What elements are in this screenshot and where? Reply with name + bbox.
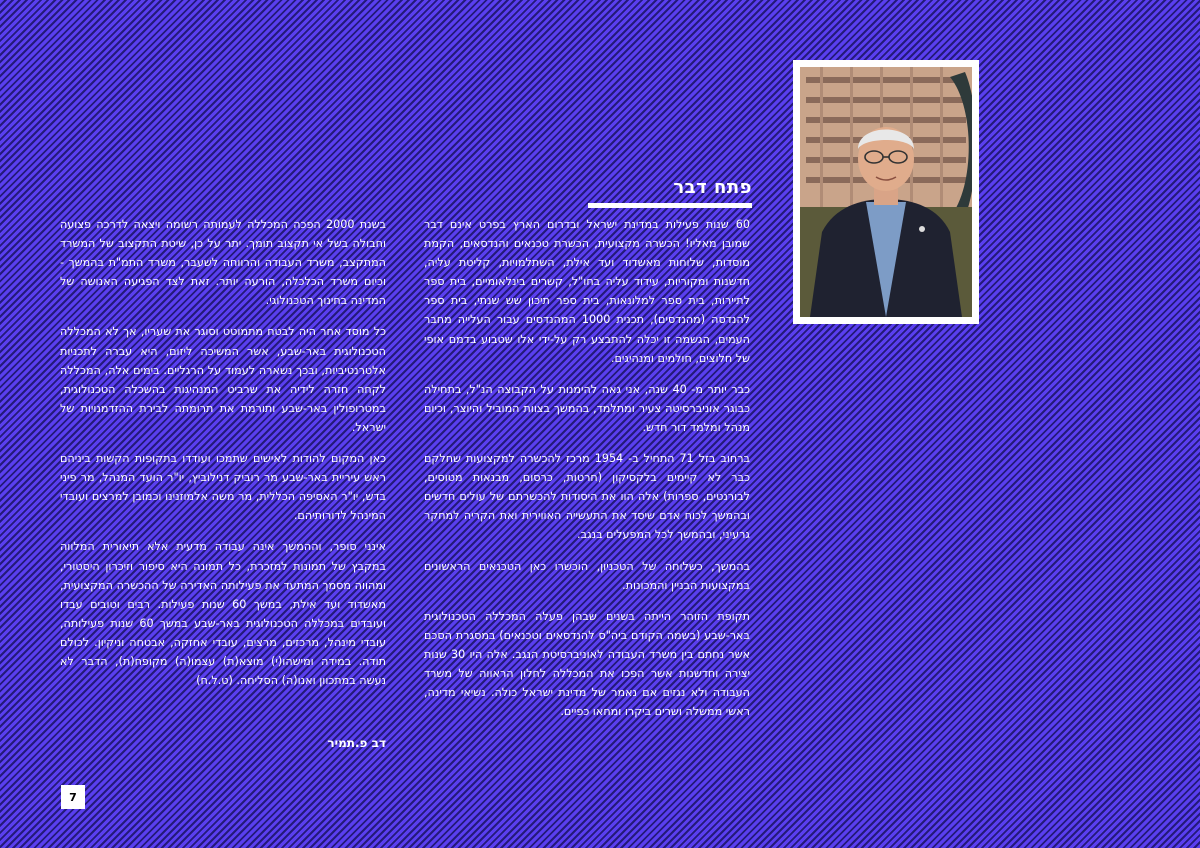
paragraph: כבר יותר מ- 40 שנה, אני גאה להימנות על הקבוצה הנ"ל, בתחילה כבוגר אוניברסיטה צעיר ומתלמד, בהמשך בצוות המוביל והיוצר, וכיום מנהל ומלמד דור חדש. bbox=[424, 382, 750, 434]
paragraph: ברחוב בזל 71 התחיל ב- 1954 מרכז להכשרה למקצועות שחלקם כבר לא קיימים בלקסיקון (חרטות, כרסום, מבנאות מטוסים, לבורנטים, ספרות) אלה הוו את היסודות להכשרתם של עולים חדשים ובהמשך לכוח אדם שיסד את התעשייה האווירית ואת הקריה למחקר גרעיני, ובהמשך לכל המפעלים בנגב. bbox=[424, 452, 750, 542]
paragraph: כל מוסד אחר היה לבטח מתמוטט וסוגר את שעריו, אך לא המכללה הטכנולוגית באר-שבע, אשר המשיכה ליזום, היא עברה לתכניות אלטרנטיביות, ובכך נשארה לעמוד על הרגליים. בימים אלה, המכללה לקחה חזרה לידיה את שרביט המנהיגות בהשכלה הטכנולוגית, במטרופולין באר-שבע ותורמת את תרומתה לבירת ההזדמנויות של ישראל. bbox=[60, 325, 386, 434]
paragraph: אינני סופר, וההמשך אינה עבודה מדעית אלא תיאורית המלווה במקבץ של תמונות למזכרת, כל תמונה היא סיפור וזיכרון היסטורי, ומהווה מסמך המתעד את פעילותה האדירה של ההכשרה המקצועית, מאשדוד ועד אילת, במשך 60 שנות פעילות. רבים וטובים עבדו ועובדים במכללה הטכנולוגית באר-שבע במשך 60 שנות פעילותה, עובדי מינהל, מרכזים, מרצים, עובדי אחזקה, אבטחה וניקיון. לכולם תודה. במידה ומישהו(י) מוצא(ת) עצמו(ה) מקופח(ת), הדבר לא נעשה במתכוון ואנו(ה) הסליחה. (ט.ל.ח) bbox=[60, 540, 386, 688]
portrait-photo-frame bbox=[793, 60, 979, 324]
paragraph: בהמשך, כשלוחה של הטכניון, הוכשרו כאן הטכנאים הראשונים במקצועות הבניין והמכונות. bbox=[424, 559, 750, 592]
paragraph: בשנת 2000 הפכה המכללה לעמותה רשומה ויצאה לדרכה פצועה וחבולה בשל אי תקצוב תומך. יתר על כן, שיטת התקצוב של המשרד המתקצב, משרד העבודה והרווחה לשעבר, משרד התמ"ת בהמשך - וכיום משרד הכלכלה, הורעה יותר. זאת לצד הפגיעה האנושה של המדינה בחינוך הטכנולוגי. bbox=[60, 218, 386, 308]
page-number: 7 bbox=[61, 785, 85, 809]
paragraph: 60 שנות פעילות במדינת ישראל ובדרום הארץ בפרט אינם דבר שמובן מאליו! הכשרה מקצועית, הכשרת טכנאים והנדסאים, הקמת מוסדות, שלוחות מאשדוד ועד אילת, השתלמויות, קליטת עליה, חדשנות ומקוריות, עידוד עליה בחו"ל, קשרים בינלאומיים, בית ספר לתיירות, בית ספר למלונאות, בית ספר תיכון שש שנתי, בית ספר להנדסה (מהנדסים), תכנית 1000 המהנדסים עבור העלייה מחבר העמים, הגשמה זו יכלה להתבצע רק על-ידי אלו שטבוע בדמם אופי של חלוצים, חולמים ומנהיגים. bbox=[424, 218, 750, 365]
left-text-column bbox=[60, 215, 386, 702]
paragraph: כאן המקום להודות לאישים שתמכו ועודדו בתקופות הקשות ביניהם ראש עיריית באר-שבע מר רוביק דנילוביץ, יו"ר הועד המנהל, מר פיני בדש, יו"ר האסיפה הכללית, מר משה אלמוזנינו וכמובן למרצים ועובדי המינהל לדורותיהם. bbox=[60, 452, 386, 523]
author-signature: דב פ.תמיר bbox=[327, 736, 386, 750]
right-text-column bbox=[424, 215, 750, 733]
paragraph: תקופת הזוהר הייתה בשנים שבהן פעלה המכללה הטכנולוגית באר-שבע (בשמה הקודם ביה"ס להנדסאים וטכנאים) במסגרת הסכם אשר נחתם בין משרד העבודה לאוניברסיטת הנגב. אלה היו 30 שנות יצירה וחדשנות אשר הפכו את המכללה לחלון הראווה של משרד העבודה ולא נגזים אם נאמר של מדינת ישראל כולה. נשיאי מדינה, ראשי ממשלה ושרים ביקרו ומחאו כפיים. bbox=[424, 609, 750, 719]
section-heading: פתח דבר bbox=[588, 177, 752, 208]
portrait-photo bbox=[800, 67, 972, 317]
